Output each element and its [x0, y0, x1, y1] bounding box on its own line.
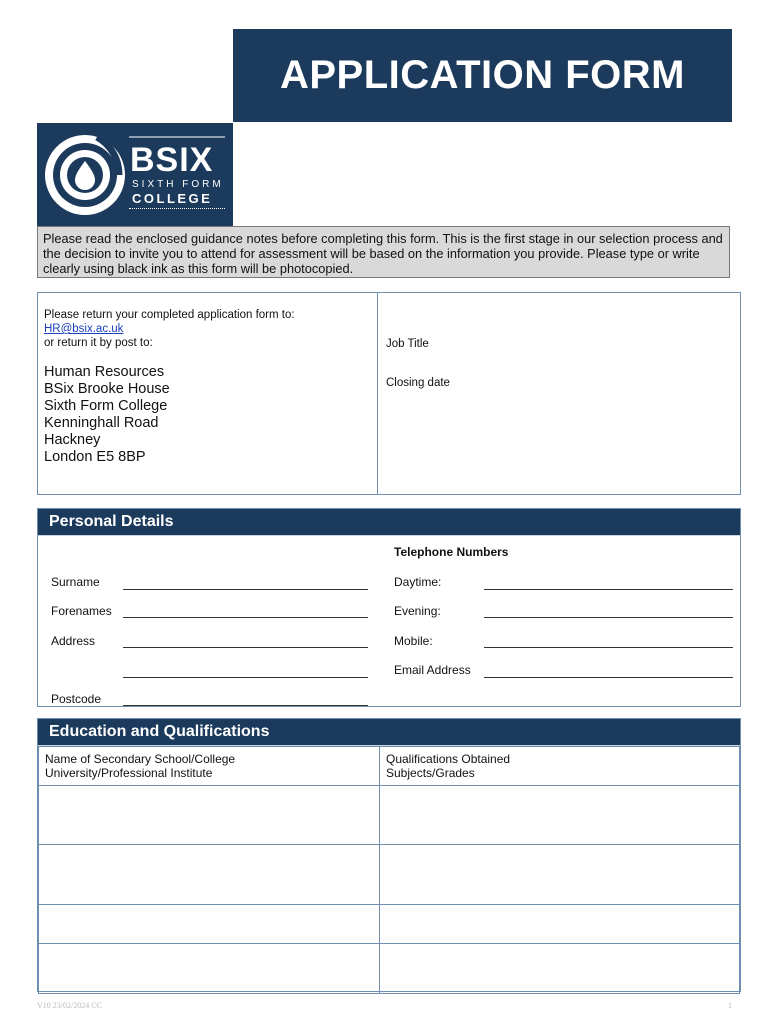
personal-details-section: [37, 508, 741, 707]
qualification-cell[interactable]: [380, 786, 740, 845]
job-title-label: Job Title: [386, 338, 429, 350]
mobile-label: Mobile:: [394, 634, 433, 648]
postal-address: [44, 364, 170, 466]
address-line: Kenninghall Road: [44, 415, 159, 431]
postcode-field[interactable]: [123, 705, 368, 706]
address-line: Sixth Form College: [44, 398, 168, 414]
postcode-label: Postcode: [51, 692, 102, 706]
table-row: [39, 905, 740, 944]
address-field-1[interactable]: [123, 647, 368, 648]
page-number: 1: [728, 1001, 732, 1010]
institution-cell[interactable]: [39, 845, 380, 905]
forenames-field[interactable]: [123, 617, 368, 618]
hr-email-link[interactable]: HR@bsix.ac.uk: [44, 323, 124, 335]
return-address-panel: [38, 293, 378, 494]
evening-label: Evening:: [394, 604, 441, 618]
col-institution-header: [39, 747, 380, 786]
form-title: APPLICATION FORM: [233, 29, 732, 122]
table-row: [39, 845, 740, 905]
email-label: Email Address: [394, 663, 471, 677]
forenames-label: Forenames: [51, 604, 112, 618]
address-field-2[interactable]: [123, 677, 368, 678]
logo-wordmark: BSIX: [130, 141, 214, 179]
mobile-phone-field[interactable]: [484, 647, 733, 648]
surname-label: Surname: [51, 575, 100, 589]
address-label: Address: [51, 634, 96, 648]
daytime-phone-field[interactable]: [484, 589, 733, 590]
institution-cell[interactable]: [39, 905, 380, 944]
col-header-line: University/Professional Institute: [45, 766, 213, 780]
version-footer: V10 23/02/2024 CC: [37, 1001, 102, 1010]
table-header-row: [39, 747, 740, 786]
return-intro: Please return your completed application form to:: [44, 309, 295, 321]
institution-cell[interactable]: [39, 786, 380, 845]
education-table: [38, 746, 740, 994]
col-qualifications-header: [380, 747, 740, 786]
email-field[interactable]: [484, 677, 733, 678]
col-header-line: Subjects/Grades: [386, 766, 475, 780]
logo-subtitle-1: SIXTH FORM: [132, 179, 224, 190]
closing-date-label: Closing date: [386, 377, 450, 389]
address-line: London E5 8BP: [44, 449, 146, 465]
address-line: Hackney: [44, 432, 101, 448]
return-info-box: [37, 292, 741, 495]
education-heading: Education and Qualifications: [38, 719, 740, 746]
telephone-heading: Telephone Numbers: [394, 545, 509, 559]
logo-divider: [129, 208, 225, 209]
college-logo: [37, 123, 233, 226]
education-section: [37, 718, 741, 992]
post-label: or return it by post to:: [44, 337, 153, 349]
surname-field[interactable]: [123, 589, 368, 590]
qualification-cell[interactable]: [380, 944, 740, 994]
institution-cell[interactable]: [39, 944, 380, 994]
address-line: Human Resources: [44, 364, 165, 380]
evening-phone-field[interactable]: [484, 617, 733, 618]
daytime-label: Daytime:: [394, 575, 442, 589]
qualification-cell[interactable]: [380, 845, 740, 905]
col-header-line: Qualifications Obtained: [386, 752, 511, 766]
logo-subtitle-2: COLLEGE: [132, 191, 213, 206]
guidance-notice: Please read the enclosed guidance notes before completing this form. This is the first stage in our selection process and the decision to invite you to attend for assessment will be based on the information you provide. Please type or write clearly using black ink as this form will be photocopied.: [37, 226, 730, 278]
qualification-cell[interactable]: [380, 905, 740, 944]
col-header-line: Name of Secondary School/College: [45, 752, 236, 766]
address-line: BSix Brooke House: [44, 381, 170, 397]
table-row: [39, 786, 740, 845]
table-row: [39, 944, 740, 994]
personal-details-heading: Personal Details: [38, 509, 740, 536]
